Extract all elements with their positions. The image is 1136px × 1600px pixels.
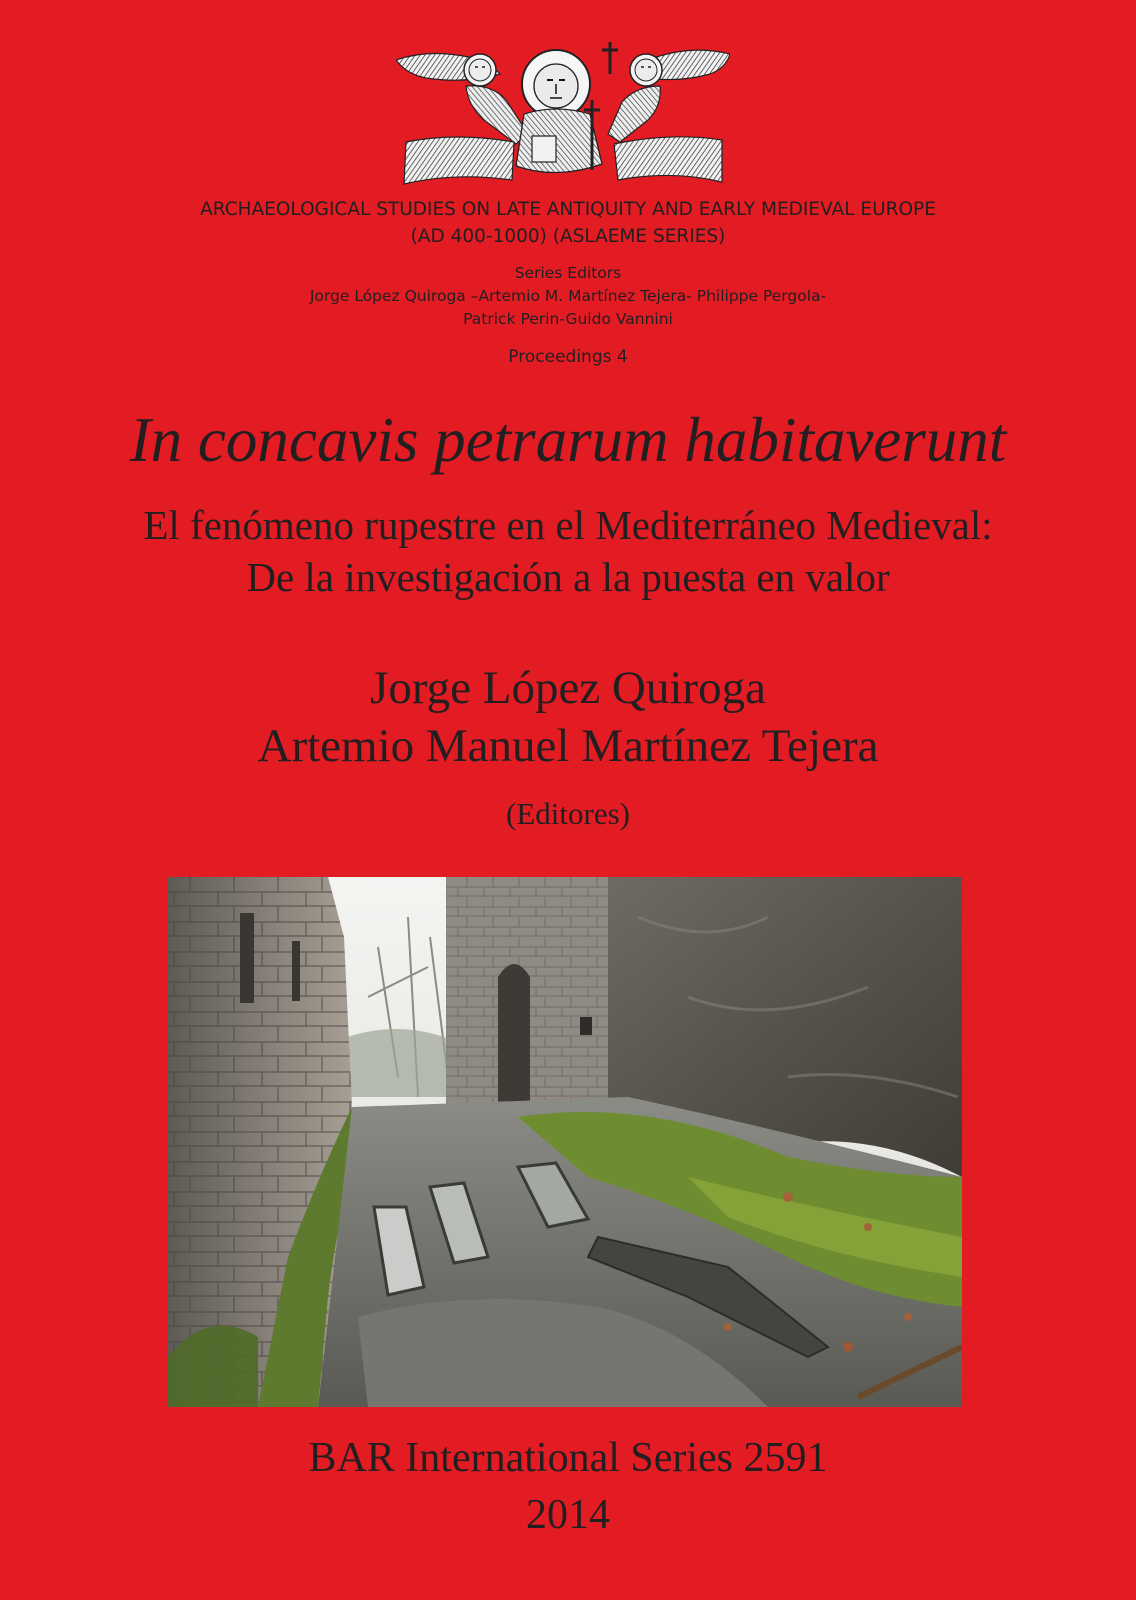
series-editors-label: Series Editors: [514, 264, 622, 282]
emblem-relief-image: [396, 40, 730, 190]
editors-role: (Editores): [506, 796, 630, 831]
publication-year: 2014: [526, 1492, 610, 1538]
cover-photo: [168, 877, 962, 1407]
editor-name-1: Jorge López Quiroga: [370, 662, 766, 714]
series-editors-line-2: Patrick Perin-Guido Vannini: [463, 310, 673, 328]
series-name-line-2: (AD 400-1000) (ASLAEME SERIES): [410, 226, 726, 247]
series-name-line-1: ARCHAEOLOGICAL STUDIES ON LATE ANTIQUITY AND EARLY MEDIEVAL EUROPE: [200, 199, 936, 220]
subtitle-line-2: De la investigación a la puesta en valor: [246, 554, 890, 600]
book-title: In concavis petrarum habitaverunt: [129, 405, 1007, 475]
publication-series: BAR International Series 2591: [308, 1435, 828, 1481]
proceedings-number: Proceedings 4: [508, 347, 628, 367]
subtitle-line-1: El fenómeno rupestre en el Mediterráneo Medieval:: [143, 502, 993, 548]
editor-name-2: Artemio Manuel Martínez Tejera: [257, 720, 879, 772]
series-editors-line-1: Jorge López Quiroga –Artemio M. Martínez Tejera- Philippe Pergola-: [309, 287, 827, 305]
